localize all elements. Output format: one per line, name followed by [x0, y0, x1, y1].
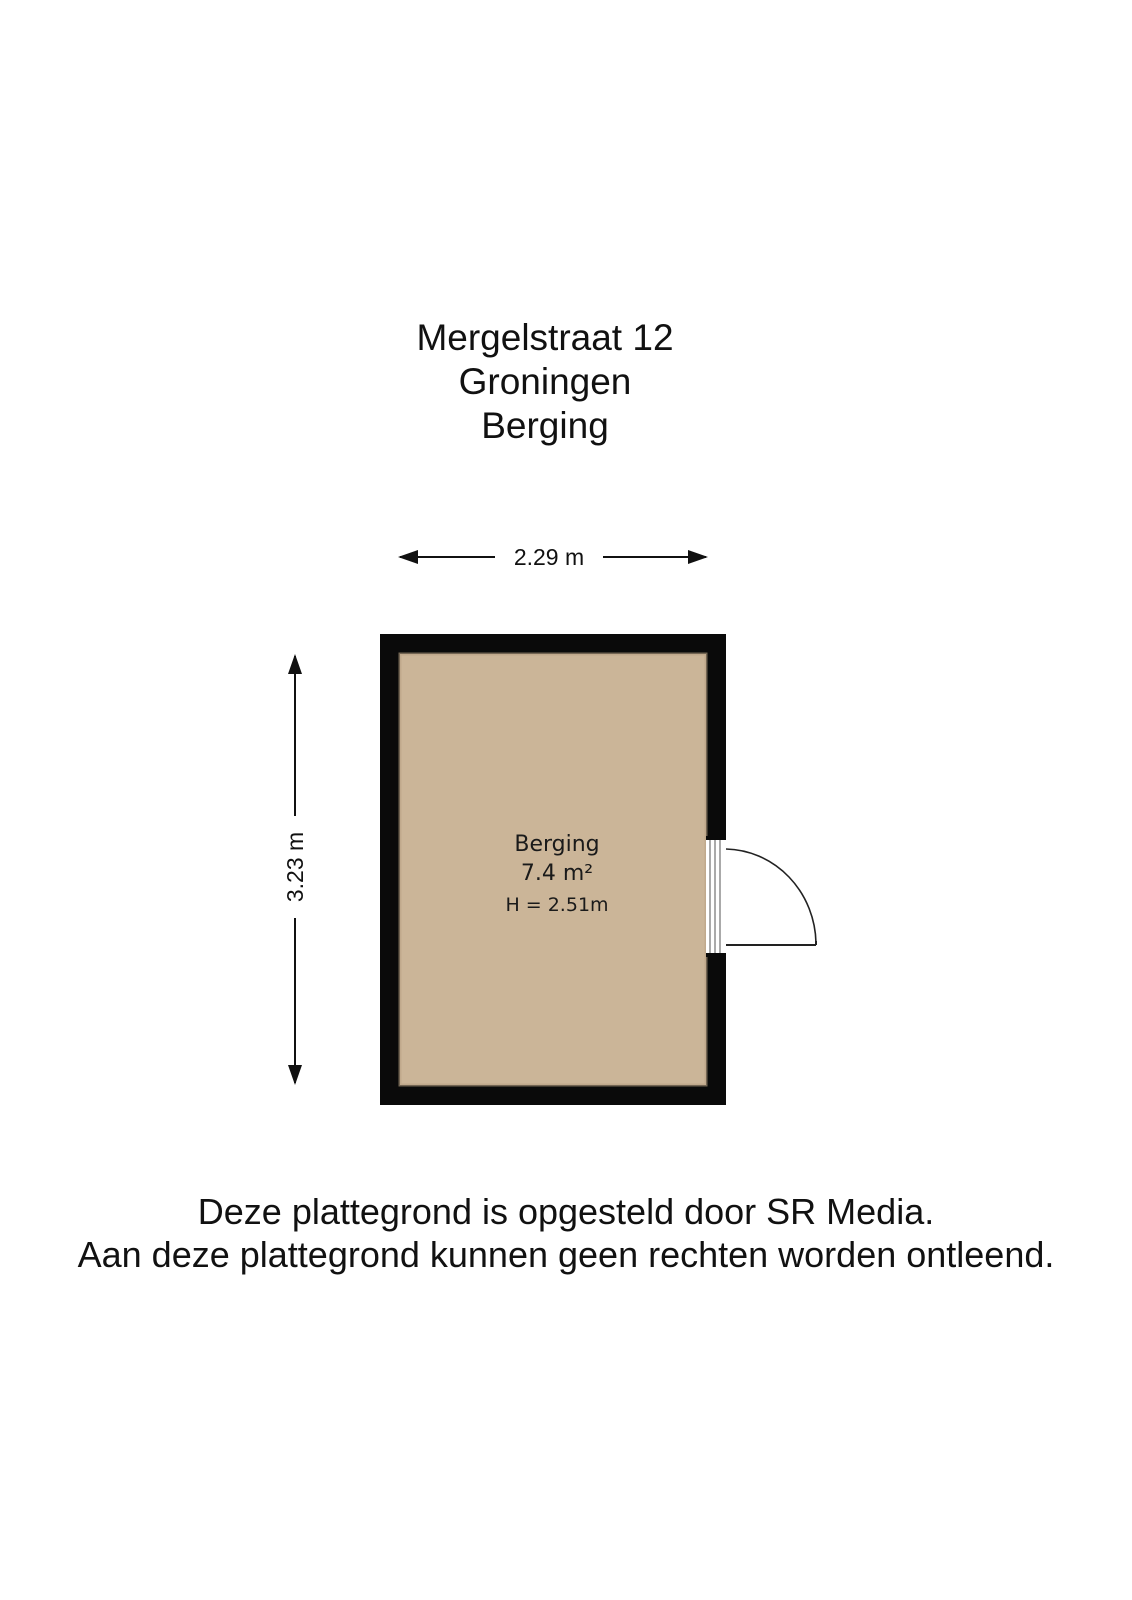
floor-name-text: Berging	[481, 405, 609, 446]
room-berging	[380, 634, 816, 1105]
door-frame-top	[706, 836, 726, 840]
disclaimer	[0, 1190, 1132, 1276]
door-frame-bottom	[706, 953, 726, 957]
disclaimer-line-1: Deze plattegrond is opgesteld door SR Media.	[197, 1191, 935, 1232]
depth-dimension-label: 3.23 m	[282, 831, 308, 903]
width-dimension-label: 2.29 m	[513, 544, 585, 570]
width-dimension	[400, 544, 706, 570]
address-text: Mergelstraat 12	[416, 317, 674, 358]
door-swing-arc	[726, 849, 816, 943]
room-height-label: H = 2.51m	[505, 894, 609, 916]
room-area-label: 7.4 m²	[520, 861, 594, 886]
door-opening	[706, 838, 726, 955]
disclaimer-line-2: Aan deze plattegrond kunnen geen rechten worden ontleend.	[77, 1234, 1055, 1275]
room-name-label: Berging	[514, 832, 600, 857]
depth-dimension	[282, 656, 308, 1083]
city-text: Groningen	[458, 361, 632, 402]
